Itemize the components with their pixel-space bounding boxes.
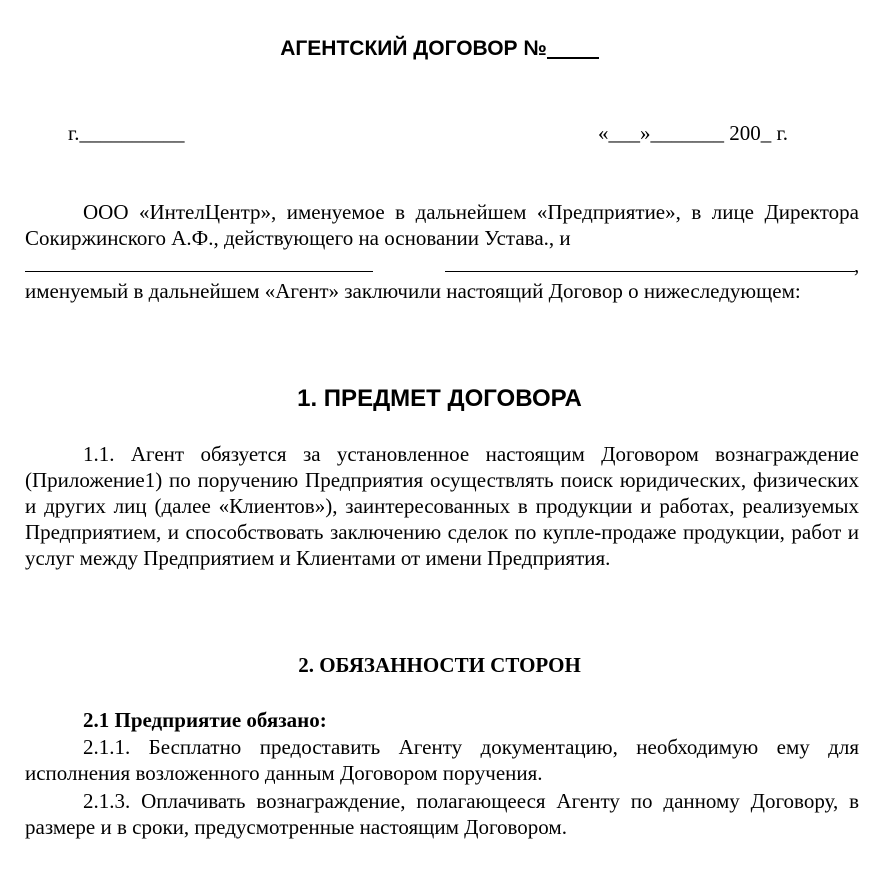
clause-2-1-3: [25, 788, 859, 840]
clause-1-1-text: 1.1. Агент обязуется за установленное настоящим Договором вознаграждение (Приложение1) по поручению Предприятия осуществлять поиск юридических, физических и других лиц (далее «Клиентов»), заинтересованных в продукции и работах, реализуемых Предприятием, и способствовать заключению сделок по купле-продаже продукции, работ и услуг между Предприятием и Клиентами от имени Предприятия.: [25, 442, 859, 570]
intro-paragraph-cont-text: именуемый в дальнейшем «Агент» заключили настоящий Договор о нижеследующем:: [25, 279, 801, 303]
subsection-2-1-heading: 2.1 Предприятие обязано:: [83, 708, 327, 732]
agent-name-fill-row: [25, 252, 859, 278]
section-1-heading: 1. ПРЕДМЕТ ДОГОВОРА: [297, 385, 582, 412]
intro-paragraph-continuation: [25, 278, 859, 304]
fill-comma: ,: [854, 253, 860, 277]
intro-paragraph: [25, 199, 859, 251]
intro-paragraph-text: ООО «ИнтелЦентр», именуемое в дальнейшем «Предприятие», в лице Директора Сокиржинского А.Ф., действующего на основании Устава., и: [25, 200, 859, 250]
clause-1-1: [25, 441, 859, 571]
clause-2-1-1: [25, 734, 859, 786]
document-title: [0, 34, 879, 64]
contract-number-blank: [547, 39, 599, 59]
clause-2-1-3-text: 2.1.3. Оплачивать вознаграждение, полагающееся Агенту по данному Договору, в размере и в сроки, предусмотренные настоящим Договором.: [25, 789, 859, 839]
agent-name-blank-1: [25, 271, 373, 272]
document-title-text: АГЕНТСКИЙ ДОГОВОР №: [280, 37, 547, 60]
place-line: г.__________: [68, 121, 185, 145]
clause-2-1-1-text: 2.1.1. Бесплатно предоставить Агенту документацию, необходимую ему для исполнения возложенного данным Договором поручения.: [25, 735, 859, 785]
agent-name-blank-2: [445, 271, 855, 272]
date-line: «___»_______ 200_ г.: [598, 121, 788, 145]
section-2-heading: 2. ОБЯЗАННОСТИ СТОРОН: [298, 653, 581, 677]
